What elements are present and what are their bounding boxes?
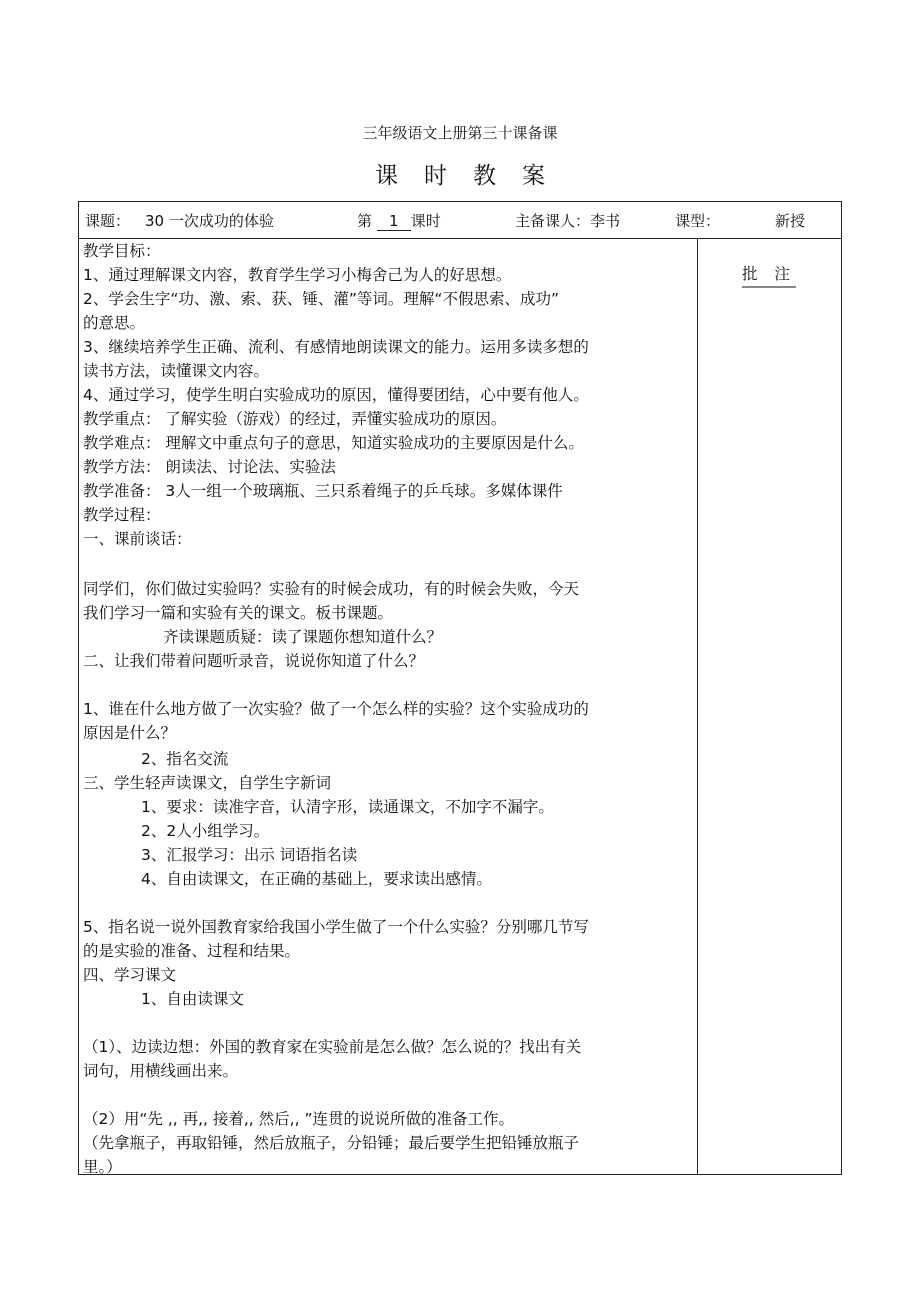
content-line: 我们学习一篇和实验有关的课文。板书课题。 bbox=[83, 604, 394, 622]
content-line: 教学目标： bbox=[83, 242, 161, 260]
content-line: 原因是什么？ bbox=[83, 724, 177, 742]
content-line: 教学重点： 了解实验（游戏）的经过，弄懂实验成功的原因。 bbox=[83, 410, 507, 428]
content-line: 四、学习课文 bbox=[83, 966, 177, 984]
period-suffix: 课时 bbox=[410, 212, 441, 230]
content-line: 词句，用横线画出来。 bbox=[83, 1062, 239, 1080]
content-line: 5、指名说一说外国教育家给我国小学生做了一个什么实验？分别哪几节写 bbox=[83, 918, 589, 936]
content-line: 齐读课题质疑：读了课题你想知道什么？ bbox=[163, 628, 443, 646]
content-line: 1、通过理解课文内容，教育学生学习小梅舍己为人的好思想。 bbox=[83, 266, 512, 284]
preparer: 主备课人：李书 bbox=[515, 212, 621, 230]
lesson-header-row bbox=[79, 202, 841, 239]
content-line: 同学们，你们做过实验吗？实验有的时候会成功，有的时候会失败，今天 bbox=[83, 580, 580, 598]
content-line: 1、自由读课文 bbox=[141, 990, 244, 1008]
document-subtitle: 三年级语文上册第三十课备课 bbox=[362, 124, 558, 142]
remarks-label: 批 注 bbox=[742, 262, 796, 288]
content-line: 教学准备： 3人一组一个玻璃瓶、三只系着绳子的乒乓球。多媒体课件 bbox=[83, 482, 563, 500]
column-divider bbox=[697, 238, 698, 1174]
content-line: 读书方法，读懂课文内容。 bbox=[83, 362, 270, 380]
content-line: 4、自由读课文，在正确的基础上，要求读出感情。 bbox=[141, 870, 492, 888]
content-line: 教学难点： 理解文中重点句子的意思，知道实验成功的主要原因是什么。 bbox=[83, 434, 584, 452]
content-line: （2）用“先 ,, 再,, 接着,, 然后,, ”连贯的说说所做的准备工作。 bbox=[83, 1110, 514, 1128]
content-line: 二、让我们带着问题听录音，说说你知道了什么？ bbox=[83, 652, 425, 670]
content-line: 里。） bbox=[83, 1158, 122, 1176]
content-line: 的意思。 bbox=[83, 314, 146, 332]
period-number: 1 bbox=[377, 213, 411, 231]
topic-label: 课题： bbox=[85, 212, 131, 230]
document-title: 课时教案 bbox=[375, 163, 571, 189]
period-field bbox=[357, 210, 441, 231]
content-line: （1）、边读边想：外国的教育家在实验前是怎么做？怎么说的？找出有关 bbox=[83, 1038, 582, 1056]
content-line: 2、2人小组学习。 bbox=[141, 822, 270, 840]
content-line: 三、学生轻声读课文，自学生字新词 bbox=[83, 774, 332, 792]
content-line: 教学方法： 朗读法、讨论法、实验法 bbox=[83, 458, 336, 476]
content-line: 1、要求：读准字音，认清字形，读通课文，不加字不漏字。 bbox=[141, 798, 554, 816]
type-label: 课型： bbox=[675, 212, 721, 230]
content-line: 1、谁在什么地方做了一次实验？做了一个怎么样的实验？这个实验成功的 bbox=[83, 700, 589, 718]
content-line: 2、指名交流 bbox=[141, 750, 229, 768]
content-line: 的是实验的准备、过程和结果。 bbox=[83, 942, 301, 960]
content-line: 教学过程： bbox=[83, 506, 161, 524]
topic-value: 30 一次成功的体验 bbox=[145, 212, 274, 230]
period-prefix: 第 bbox=[357, 212, 373, 230]
type-value: 新授 bbox=[775, 212, 806, 230]
content-line: 一、课前谈话： bbox=[83, 530, 192, 548]
content-line: 4、通过学习，使学生明白实验成功的原因，懂得要团结，心中要有他人。 bbox=[83, 386, 589, 404]
content-line: （先拿瓶子，再取铅锤，然后放瓶子，分铅锤；最后要学生把铅锤放瓶子 bbox=[83, 1134, 580, 1152]
lesson-plan-table bbox=[78, 201, 842, 1175]
content-line: 3、汇报学习：出示 词语指名读 bbox=[141, 846, 358, 864]
content-line: 2、学会生字“功、激、索、获、锤、灌”等词。理解“不假思索、成功” bbox=[83, 290, 559, 308]
content-line: 3、继续培养学生正确、流利、有感情地朗读课文的能力。运用多读多想的 bbox=[83, 338, 589, 356]
